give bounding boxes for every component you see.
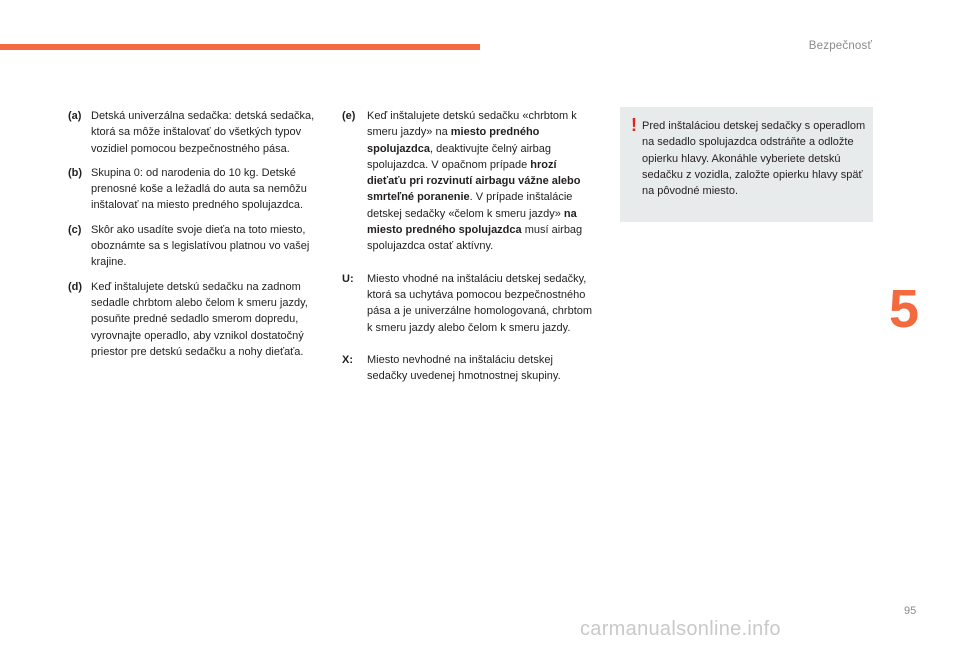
middle-column: [342, 108, 594, 384]
left-column: [68, 108, 322, 360]
entry-text: Skupina 0: od narodenia do 10 kg. Detské prenosné koše a ležadlá do auta sa nemôžu inštalovať na miesto predného spolujazdca.: [91, 166, 307, 212]
entry-text-part: , deaktivujte čelný airbag spolujazdca. V opačnom prípade: [367, 142, 552, 171]
watermark: carmanualsonline.info: [580, 618, 781, 640]
entry-text: Detská univerzálna sedačka: detská sedačka, ktorá sa môže inštalovať do všetkých typov vozidiel pomocou bezpečnostného pása.: [91, 110, 315, 155]
top-accent-bar: [0, 44, 480, 50]
entry-key: (b): [68, 166, 83, 179]
page-number: 95: [904, 605, 917, 617]
warning-box: [620, 107, 873, 222]
definition-entry-x: [342, 352, 594, 385]
entry-key: (e): [342, 110, 356, 122]
entry-text-part: . V prípade inštalácie detskej sedačky «čelom k smeru jazdy»: [367, 191, 573, 220]
entry-text: Keď inštalujete detskú sedačku na zadnom sedadle chrbtom alebo čelom k smeru jazdy, posuňte predné sedadlo smerom dopredu, vyrovnajte operadlo, aby vznikol dostatočný priestor pre detskú sedačku a nohy dieťaťa.: [91, 280, 308, 358]
entry-text-part: Keď inštalujete detskú sedačku «chrbtom k smeru jazdy» na: [367, 110, 577, 139]
definition-entry-d: [68, 279, 322, 360]
entry-text: Miesto vhodné na inštaláciu detskej sedačky, ktorá sa uchytáva pomocou bezpečnostného pása a je univerzálne homologovaná, chrbtom k smeru jazdy alebo čelom k smeru jazdy.: [367, 272, 593, 334]
entry-text-part: musí airbag spolujazdca ostať aktívny.: [367, 224, 583, 253]
definition-entry-e: [342, 108, 594, 255]
entry-key: (d): [68, 280, 83, 293]
warning-text: Pred inštaláciou detskej sedačky s operadlom na sedadlo spolujazdca odstráňte a odložte opierku hlavy. Akonáhle vyberiete detskú sedačku z vozidla, založte opierku hlavy späť na pôvodné miesto.: [642, 120, 866, 198]
entry-key: X:: [342, 353, 353, 366]
definition-entry-u: [342, 271, 594, 336]
entry-key: U:: [342, 272, 354, 285]
entry-text-emphasis: miesto predného spolujazdca: [367, 126, 540, 155]
entry-text: Miesto nevhodné na inštaláciu detskej sedačky uvedenej hmotnostnej skupiny.: [367, 353, 561, 383]
entry-text-emphasis: hrozí dieťaťu pri rozvinutí airbagu vážne alebo smrteľné poranenie: [367, 158, 581, 204]
section-title: Bezpečnosť: [808, 40, 872, 52]
exclamation-warning-icon: !: [631, 115, 637, 135]
definition-entry-a: [68, 108, 322, 157]
chapter-number: 5: [889, 279, 920, 339]
definition-entry-b: [68, 165, 322, 214]
entry-text: [367, 108, 594, 255]
entry-text-emphasis: na miesto predného spolujazdca: [367, 207, 577, 237]
entry-key: (c): [68, 223, 82, 236]
definition-entry-c: [68, 222, 322, 271]
entry-text: Skôr ako usadíte svoje dieťa na toto miesto, oboznámte sa s legislatívou platnou vo vašej krajine.: [91, 223, 310, 269]
entry-key: (a): [68, 110, 82, 122]
